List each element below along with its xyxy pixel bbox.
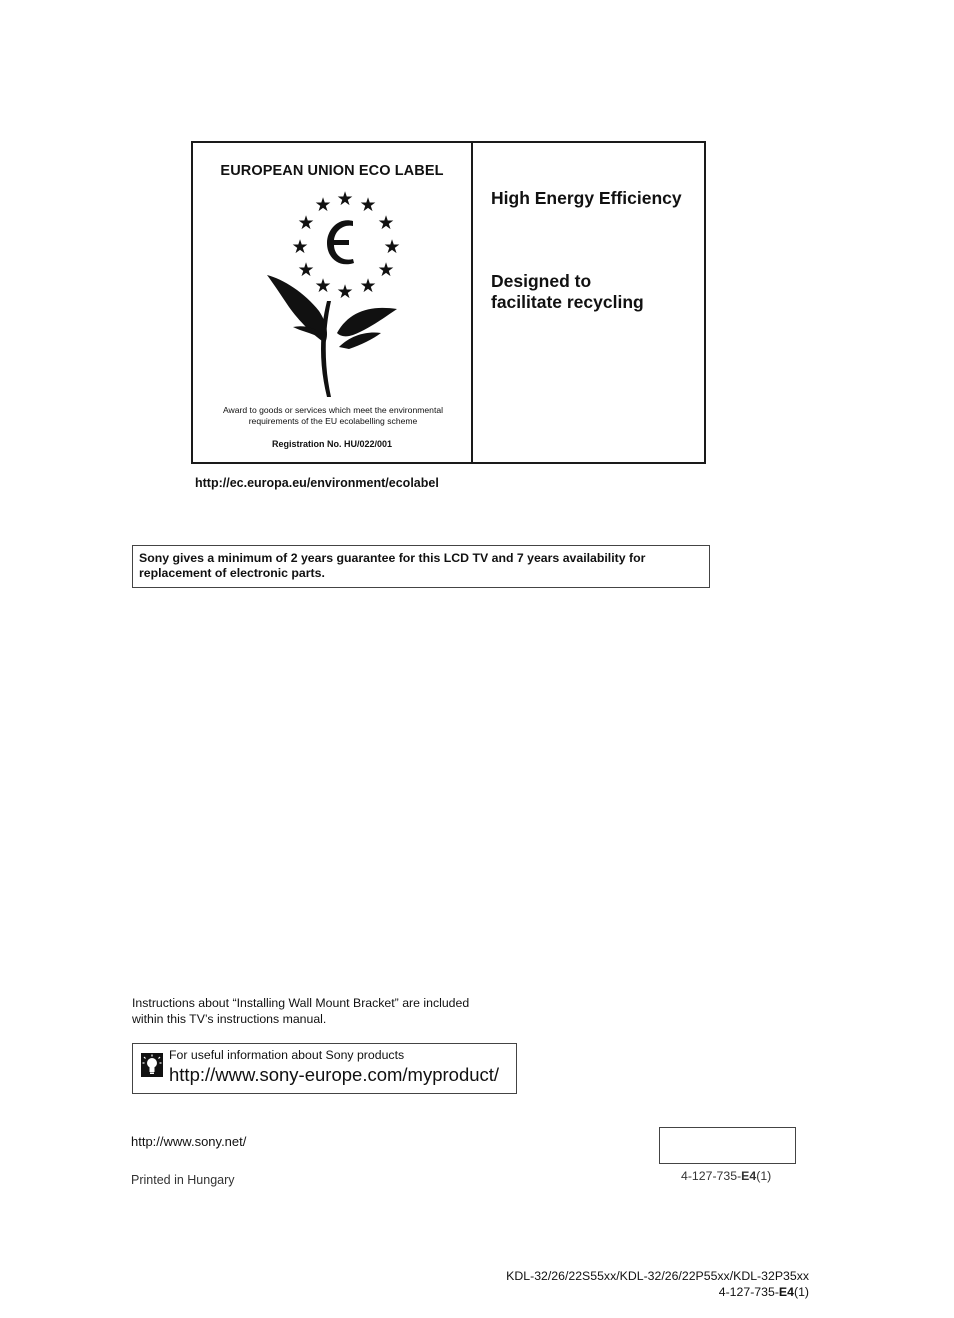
svg-text:★: ★ xyxy=(297,259,315,281)
eco-label-url[interactable]: http://ec.europa.eu/environment/ecolabel xyxy=(195,476,439,490)
eco-claim-energy: High Energy Efficiency xyxy=(491,188,682,208)
svg-text:★: ★ xyxy=(383,236,401,258)
lightbulb-icon xyxy=(141,1053,163,1077)
wall-mount-note: Instructions about “Installing Wall Mount Bracket” are included within this TV’s instructions manual. xyxy=(132,996,470,1026)
sony-net-link[interactable]: http://www.sony.net/ xyxy=(131,1134,247,1149)
svg-text:★: ★ xyxy=(297,212,315,234)
svg-text:★: ★ xyxy=(359,194,377,216)
svg-text:★: ★ xyxy=(314,275,332,297)
svg-text:★: ★ xyxy=(336,281,354,303)
guarantee-notice-box: Sony gives a minimum of 2 years guarantee for this LCD TV and 7 years availability for replacement of electronic parts. xyxy=(132,545,710,588)
useful-info-label: For useful information about Sony products xyxy=(169,1048,405,1062)
eco-claim-recycling: Designed to facilitate recycling xyxy=(491,271,644,312)
eco-label-panel xyxy=(193,143,473,462)
part-number-bottom: 4-127-735-E4(1) xyxy=(718,1285,809,1299)
eco-award-text: Award to goods or services which meet the environmental requirements of the EU ecolabelling scheme xyxy=(222,405,444,426)
eco-label-box xyxy=(191,141,706,464)
eco-flower-logo-icon xyxy=(253,183,413,401)
svg-text:★: ★ xyxy=(377,259,395,281)
svg-text:★: ★ xyxy=(291,236,309,258)
printed-in-text: Printed in Hungary xyxy=(131,1173,235,1187)
myproduct-url-link[interactable]: http://www.sony-europe.com/myproduct/ xyxy=(169,1064,500,1085)
part-number: 4-127-735-E4(1) xyxy=(681,1169,772,1183)
svg-text:★: ★ xyxy=(359,275,377,297)
model-numbers: KDL-32/26/22S55xx/KDL-32/26/22P55xx/KDL-32P35xx xyxy=(506,1269,809,1283)
eco-label-title: EUROPEAN UNION ECO LABEL xyxy=(220,163,444,179)
eco-registration: Registration No. HU/022/001 xyxy=(271,439,393,449)
barcode-box xyxy=(659,1127,796,1164)
svg-text:★: ★ xyxy=(314,194,332,216)
useful-info-box xyxy=(132,1043,517,1094)
svg-text:★: ★ xyxy=(336,188,354,210)
svg-text:★: ★ xyxy=(377,212,395,234)
